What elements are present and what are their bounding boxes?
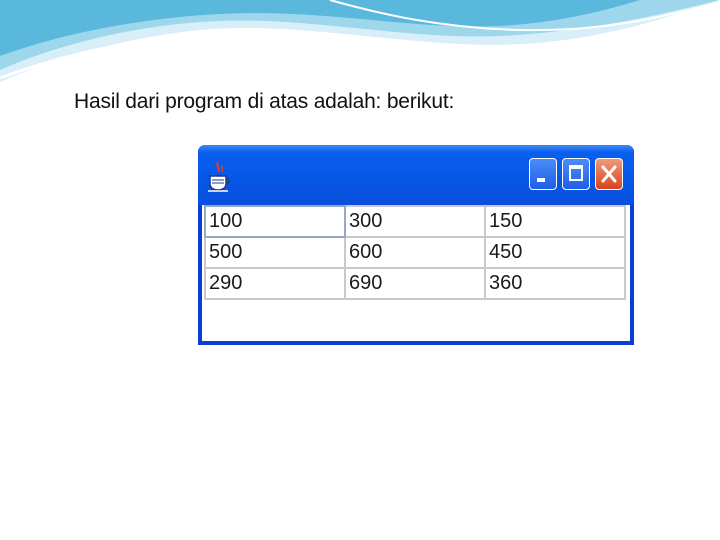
window-titlebar[interactable] bbox=[198, 145, 634, 205]
table-cell[interactable]: 360 bbox=[485, 268, 625, 299]
minimize-button[interactable] bbox=[529, 158, 557, 190]
table-row bbox=[205, 206, 625, 237]
table-row bbox=[205, 237, 625, 268]
caption-text: Hasil dari program di atas adalah: berikut: bbox=[74, 90, 455, 113]
table-cell[interactable]: 290 bbox=[205, 268, 345, 299]
close-icon bbox=[600, 164, 618, 184]
maximize-icon bbox=[569, 165, 583, 181]
table-cell[interactable]: 450 bbox=[485, 237, 625, 268]
slide-header-wave bbox=[0, 0, 720, 90]
close-button[interactable] bbox=[595, 158, 623, 190]
table-cell[interactable]: 150 bbox=[485, 206, 625, 237]
table-row bbox=[205, 268, 625, 299]
maximize-button[interactable] bbox=[562, 158, 590, 190]
window-content bbox=[202, 205, 630, 341]
data-table bbox=[204, 205, 626, 300]
java-cup-icon bbox=[206, 159, 232, 193]
table-cell[interactable]: 600 bbox=[345, 237, 485, 268]
table-cell[interactable]: 500 bbox=[205, 237, 345, 268]
minimize-icon bbox=[537, 178, 545, 182]
table-cell[interactable]: 100 bbox=[205, 206, 345, 237]
java-window bbox=[198, 145, 634, 345]
table-cell[interactable]: 300 bbox=[345, 206, 485, 237]
table-cell[interactable]: 690 bbox=[345, 268, 485, 299]
